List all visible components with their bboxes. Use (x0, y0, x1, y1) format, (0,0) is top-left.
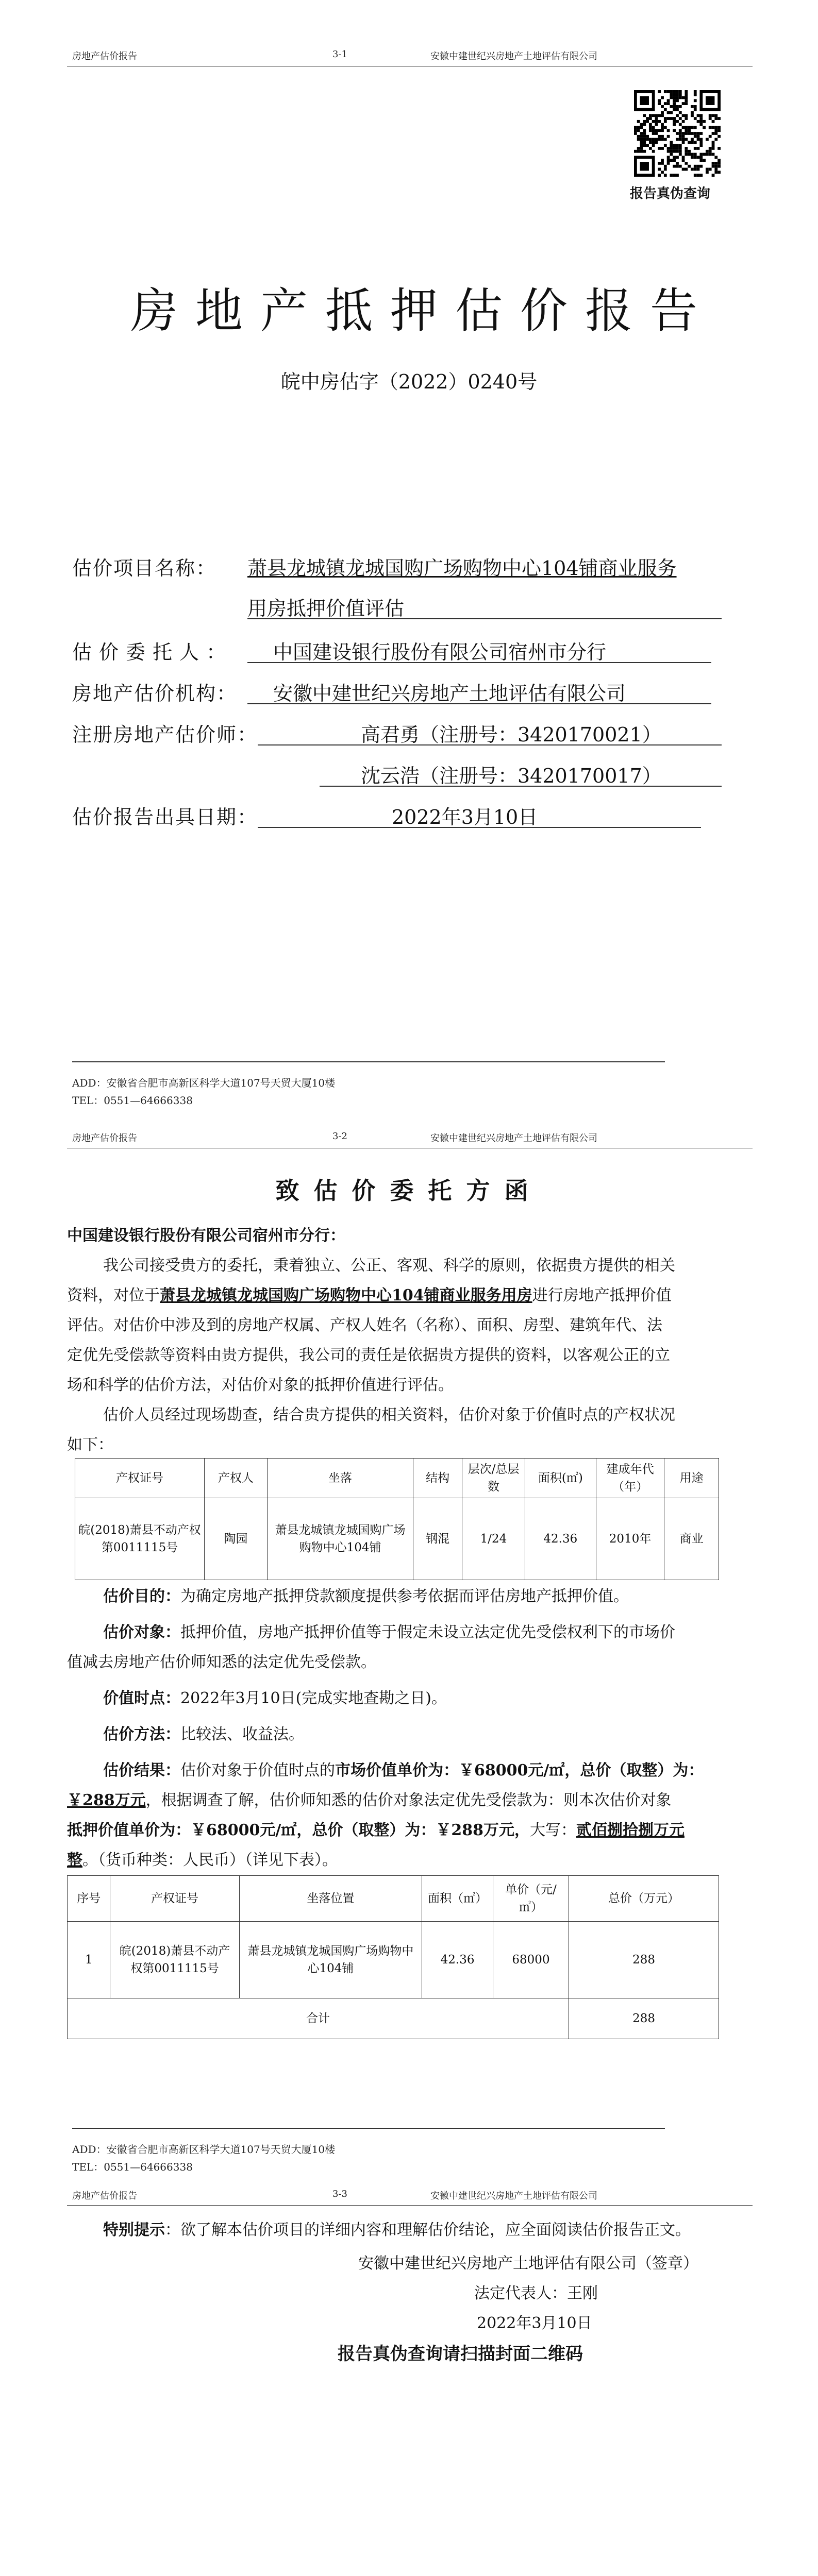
appraiser-label: 注册房地产估价师： (72, 723, 258, 746)
vtd-cert: 皖(2018)萧县不动产权第0011115号 (110, 1922, 239, 1998)
vtd-area: 42.36 (422, 1922, 493, 1998)
result-a2: 市场价值单价为：￥68000元/㎡，总价（取整）为： (335, 1761, 704, 1780)
th-use: 用途 (664, 1459, 719, 1498)
td-floor: 1/24 (462, 1498, 525, 1580)
page1-footer-rule (72, 1061, 665, 1062)
vtd-location: 萧县龙城镇龙城国购广场购物中心104铺 (239, 1922, 422, 1998)
object-text-a: 抵押价值，房地产抵押价值等于假定未设立法定优先受偿权利下的市场价 (180, 1623, 675, 1641)
time-text: 2022年3月10日(完成实地查勘之日)。 (180, 1689, 447, 1707)
letter-addressee: 中国建设银行股份有限公司宿州市分行： (67, 1227, 345, 1245)
result-line-d (67, 1845, 338, 1875)
vth-unit-price: 单价（元/㎡） (493, 1876, 569, 1922)
th-structure: 结构 (413, 1459, 462, 1498)
date-value: 2022年3月10日 (392, 806, 538, 828)
appraiser-2: 沈云浩（注册号：3420170017） (361, 765, 662, 787)
page1-header-number: 3-1 (332, 49, 347, 60)
page2-footer-tel: TEL：0551—64666338 (72, 2161, 193, 2173)
th-floor: 层次/总层数 (462, 1459, 525, 1498)
result-label: 估价结果： (103, 1761, 180, 1780)
object-line (103, 1618, 675, 1648)
special-tip-text: ：欲了解本估价项目的详细内容和理解估价结论，应全面阅读估价报告正文。 (165, 2221, 691, 2239)
result-line-a (103, 1756, 704, 1786)
vth-index: 序号 (68, 1876, 110, 1922)
client-value: 中国建设银行股份有限公司宿州市分行 (273, 641, 607, 664)
valuation-total-row (68, 1998, 719, 2039)
vth-cert: 产权证号 (110, 1876, 239, 1922)
appraiser-1-underline (258, 744, 722, 745)
purpose-line (103, 1582, 629, 1612)
result-c3: 贰佰捌拾捌万元 (576, 1821, 685, 1839)
agency-value: 安徽中建世纪兴房地产土地评估有限公司 (273, 682, 626, 705)
object-label: 估价对象： (103, 1623, 180, 1641)
page2-footer-address: ADD：安徽省合肥市高新区科学大道107号天贸大厦10楼 (72, 2143, 336, 2156)
date-label: 估价报告出具日期： (72, 806, 258, 828)
vtd-total-label: 合计 (68, 1998, 569, 2039)
valuation-table (67, 1875, 719, 2039)
letter-para1-a: 我公司接受贵方的委托，秉着独立、公正、客观、科学的原则，依据贵方提供的相关 (103, 1257, 675, 1275)
td-structure: 钢混 (413, 1498, 462, 1580)
result-d2: 。（货币种类：人民币）（详见下表）。 (82, 1851, 338, 1869)
date-underline (258, 827, 701, 828)
td-year: 2010年 (596, 1498, 664, 1580)
special-tip-line (103, 2215, 691, 2245)
letter-para1-object: 萧县龙城镇龙城国购广场购物中心104铺商业服务用房 (160, 1286, 532, 1304)
project-label: 估价项目名称： (72, 557, 217, 580)
page2-header-right: 安徽中建世纪兴房地产土地评估有限公司 (430, 1133, 597, 1144)
legal-representative: 法定代表人：王刚 (474, 2284, 598, 2302)
vth-total-price: 总价（万元） (569, 1876, 719, 1922)
td-area: 42.36 (525, 1498, 596, 1580)
page1-header-left: 房地产估价报告 (72, 51, 137, 62)
page1-footer-tel: TEL：0551—64666338 (72, 1094, 193, 1107)
result-c1: 抵押价值单价为：￥68000元/㎡，总价（取整）为：￥288万元， (67, 1821, 530, 1839)
page3-header-rule (67, 2205, 753, 2206)
qr-verify-note: 报告真伪查询请扫描封面二维码 (338, 2344, 583, 2364)
agency-label: 房地产估价机构： (72, 682, 238, 705)
letter-title: 致估价委托方函 (275, 1177, 543, 1205)
agency-underline (247, 703, 711, 704)
th-owner: 产权人 (205, 1459, 268, 1498)
page1-footer-address: ADD：安徽省合肥市高新区科学大道107号天贸大厦10楼 (72, 1077, 336, 1089)
vtd-unit-price: 68000 (493, 1922, 569, 1998)
page2-header-number: 3-2 (332, 1131, 347, 1142)
letter-para1-f: 场和科学的估价方法，对估价对象的抵押价值进行评估。 (67, 1376, 454, 1394)
letter-para1-e: 定优先受偿款等资料由贵方提供，我公司的责任是依据贵方提供的资料，以客观公正的立 (67, 1346, 670, 1364)
td-owner: 陶园 (205, 1498, 268, 1580)
vth-location: 坐落位置 (239, 1876, 422, 1922)
letter-para1-b-line (67, 1281, 672, 1311)
vtd-total-value: 288 (569, 1998, 719, 2039)
property-table (75, 1458, 719, 1580)
method-text: 比较法、收益法。 (180, 1725, 304, 1743)
property-table-header (75, 1459, 719, 1498)
th-year: 建成年代（年） (596, 1459, 664, 1498)
page1-header-right: 安徽中建世纪兴房地产土地评估有限公司 (430, 51, 597, 62)
vtd-index: 1 (68, 1922, 110, 1998)
page3-header-left: 房地产估价报告 (72, 2191, 137, 2201)
result-line-b (67, 1786, 672, 1816)
report-title: 房地产抵押估价报告 (130, 283, 715, 338)
project-value-line2: 用房抵押价值评估 (247, 597, 405, 620)
page3-header-number: 3-3 (332, 2189, 347, 2199)
td-location: 萧县龙城镇龙城国购广场购物中心104铺 (267, 1498, 413, 1580)
valuation-table-header (68, 1876, 719, 1922)
page2-footer-rule (72, 2128, 665, 2129)
vtd-total-price: 288 (569, 1922, 719, 1998)
letter-para2-a: 估价人员经过现场勘查，结合贵方提供的相关资料，估价对象于价值时点的产权状况 (103, 1406, 675, 1424)
report-number: 皖中房估字（2022）0240号 (280, 370, 538, 393)
signature-date: 2022年3月10日 (477, 2314, 592, 2332)
vth-area: 面积（㎡） (422, 1876, 493, 1922)
qr-caption: 报告真伪查询 (630, 186, 711, 201)
method-line (103, 1720, 304, 1750)
td-use: 商业 (664, 1498, 719, 1580)
time-line (103, 1684, 447, 1714)
client-label: 估价委托人： (72, 641, 233, 664)
table-row (75, 1498, 719, 1580)
page2-header-left: 房地产估价报告 (72, 1133, 137, 1144)
td-cert: 皖(2018)萧县不动产权第0011115号 (75, 1498, 205, 1580)
th-area: 面积(㎡) (525, 1459, 596, 1498)
result-d1: 整 (67, 1851, 82, 1869)
appraiser-2-underline (320, 786, 722, 787)
letter-para1-d: 评估。对估价中涉及到的房地产权属、产权人姓名（名称）、面积、房型、建筑年代、法 (67, 1316, 662, 1334)
purpose-text: 为确定房地产抵押贷款额度提供参考依据而评估房地产抵押价值。 (180, 1587, 629, 1605)
table-row (68, 1922, 719, 1998)
purpose-label: 估价目的： (103, 1587, 180, 1605)
signature-company: 安徽中建世纪兴房地产土地评估有限公司（签章） (358, 2255, 698, 2273)
method-label: 估价方法： (103, 1725, 180, 1743)
result-b1: ￥288万元 (67, 1791, 146, 1809)
result-line-c (67, 1816, 685, 1845)
result-c2: 大写： (529, 1821, 576, 1839)
result-b2: ，根据调查了解，估价师知悉的估价对象法定优先受偿款为：则本次估价对象 (145, 1791, 672, 1809)
result-a1: 估价对象于价值时点的 (180, 1761, 335, 1780)
client-underline (247, 662, 711, 663)
time-label: 价值时点： (103, 1689, 180, 1707)
qr-code-icon[interactable] (634, 90, 721, 177)
project-underline (247, 618, 722, 619)
special-tip-label: 特别提示 (103, 2221, 165, 2239)
th-cert: 产权证号 (75, 1459, 205, 1498)
th-location: 坐落 (267, 1459, 413, 1498)
letter-para1-b: 资料，对位于 (67, 1286, 160, 1304)
appraiser-1: 高君勇（注册号：3420170021） (361, 723, 662, 746)
letter-para1-c: 进行房地产抵押价值 (532, 1286, 672, 1304)
object-text-b: 值减去房地产估价师知悉的法定优先受偿款。 (67, 1653, 376, 1671)
letter-para2-b: 如下： (67, 1436, 113, 1454)
page3-header-right: 安徽中建世纪兴房地产土地评估有限公司 (430, 2191, 597, 2201)
project-value-line1: 萧县龙城镇龙城国购广场购物中心104铺商业服务 (247, 557, 677, 580)
